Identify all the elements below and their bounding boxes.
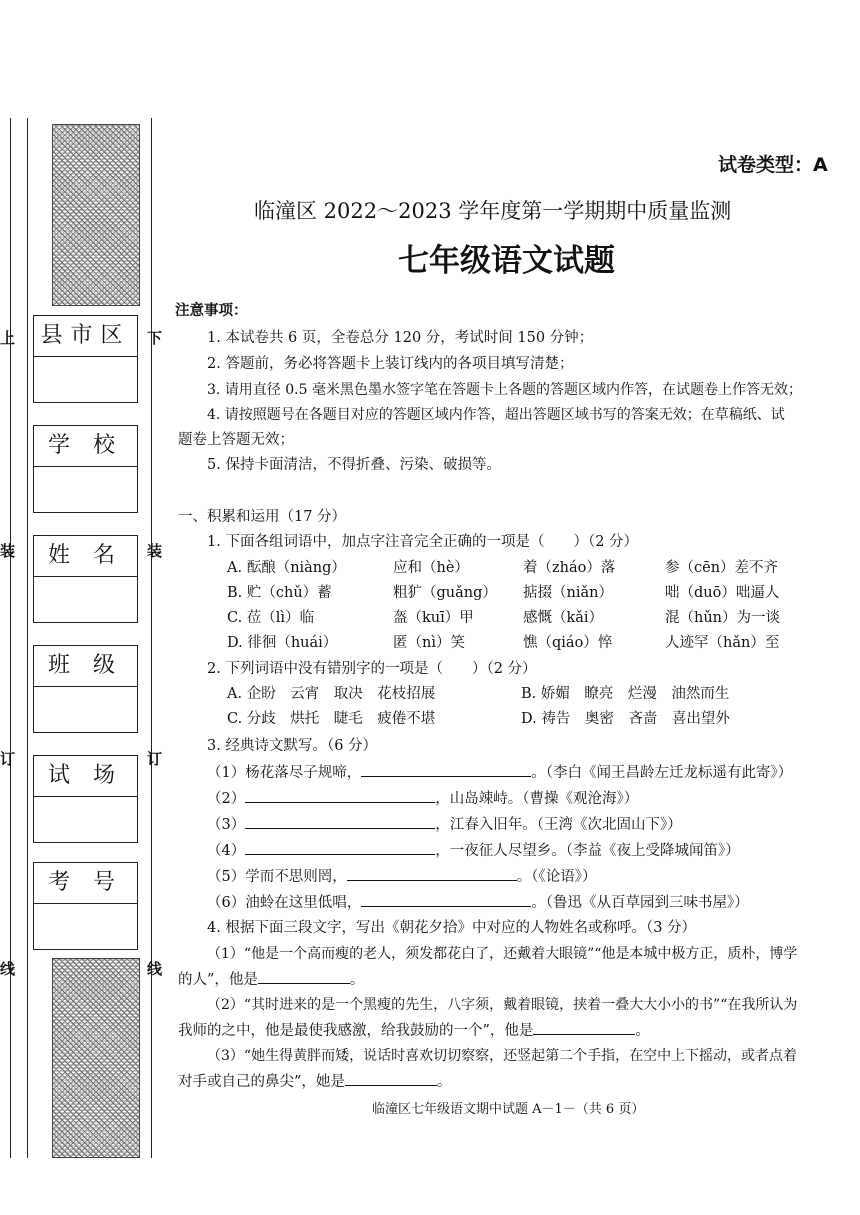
q3-prefix: （6）油蛉在这里低唱，: [207, 895, 362, 911]
q1-option: 应和（hè）: [393, 560, 469, 576]
q1-option: A. 酝酿（niàng）: [227, 560, 346, 576]
q2-option: B. 娇媚 瞭亮 烂漫 油然而生: [521, 686, 730, 702]
field-box-name[interactable]: [33, 535, 138, 623]
q1-option: C. 莅（lì）临: [227, 610, 315, 626]
q4-text: 我师的之中，他是最使我感激，给我鼓励的一个”，他是: [178, 1023, 534, 1039]
field-label: 县市区: [34, 316, 137, 357]
q3-line: [207, 762, 792, 783]
binding-mark: 订: [147, 750, 163, 768]
exam-name: 临潼区 2022～2023 学年度第一学期期中质量监测: [254, 199, 732, 223]
field-box-school[interactable]: [33, 425, 138, 513]
notes-heading: 注意事项：: [175, 303, 248, 319]
q4-text: 对手或自己的鼻尖”，她是: [178, 1074, 345, 1090]
binding-mark: 订: [0, 750, 16, 768]
q4-text: 的人”，他是: [178, 972, 258, 988]
q3-prefix: （3）: [207, 817, 246, 833]
answer-blank[interactable]: [533, 1020, 635, 1035]
q3-line: [207, 814, 682, 835]
q4-line: [178, 1071, 451, 1092]
q4-paragraph: （2）“其时进来的是一个黑瘦的先生，八字须，戴着眼镜，挟着一叠大大小小的书”“在我所认为: [207, 997, 798, 1013]
q4-end: 。: [635, 1023, 650, 1039]
section-heading: 一、积累和运用（17 分）: [178, 509, 347, 525]
q1-option: 着（zháo）落: [523, 560, 616, 576]
q4-line: [178, 1020, 650, 1041]
q3-suffix: 。（李白《闻王昌龄左迁龙标遥有此寄》）: [531, 765, 793, 781]
binding-mark: 上: [0, 329, 16, 347]
q3-suffix: 。（《论语》）: [516, 869, 597, 885]
note-item: 2. 答题前，务必将答题卡上装订线内的各项目填写清楚；: [207, 356, 574, 372]
binding-line-left: [10, 118, 11, 1158]
q3-prefix: （2）: [207, 791, 246, 807]
hatch-pattern-bottom: [52, 958, 140, 1158]
hatch-pattern-top: [52, 124, 140, 306]
q1-option: B. 贮（chǔ）蓄: [227, 585, 332, 601]
field-box-exam-number[interactable]: [33, 862, 138, 950]
q3-line: [207, 892, 749, 913]
answer-blank[interactable]: [245, 814, 435, 829]
q1-option: 人迹罕（hǎn）至: [665, 635, 780, 651]
note-item: 1. 本试卷共 6 页，全卷总分 120 分，考试时间 150 分钟；: [207, 330, 594, 346]
binding-line-right: [151, 118, 152, 1158]
answer-blank[interactable]: [245, 788, 435, 803]
note-item: 4. 请按照题号在各题目对应的答题区域内作答，超出答题区域书写的答案无效；在草稿纸、试: [207, 407, 785, 423]
binding-line-inner-left: [27, 118, 28, 1158]
field-label: 试 场: [34, 756, 137, 797]
field-box-exam-room[interactable]: [33, 755, 138, 843]
q3-line: [207, 788, 638, 809]
page-title: 七年级语文试题: [398, 243, 615, 279]
q4-paragraph: （3）“她生得黄胖而矮，说话时喜欢切切察察，还竖起第二个手指，在空中上下摇动，或者点着: [207, 1048, 798, 1064]
answer-blank[interactable]: [361, 892, 531, 907]
answer-blank[interactable]: [245, 840, 435, 855]
q3-suffix: ，一夜征人尽望乡。（李益《夜上受降城闻笛》）: [435, 843, 740, 859]
answer-blank[interactable]: [347, 866, 517, 881]
q1-option: 匿（nì）笑: [393, 635, 465, 651]
q1-option: 掂掇（niǎn）: [523, 585, 613, 601]
q3-prefix: （5）学而不思则罔，: [207, 869, 347, 885]
question-4-stem: 4. 根据下面三段文字，写出《朝花夕拾》中对应的人物姓名或称呼。（3 分）: [207, 920, 697, 936]
q3-prefix: （1）杨花落尽子规啼，: [207, 765, 362, 781]
field-label: 考 号: [34, 863, 137, 904]
q1-option: 憔（qiáo）悴: [523, 635, 613, 651]
binding-mark: 下: [147, 329, 163, 347]
q3-prefix: （4）: [207, 843, 246, 859]
question-3-stem: 3. 经典诗文默写。（6 分）: [207, 738, 378, 754]
q3-suffix: 。（鲁迅《从百草园到三味书屋》）: [531, 895, 749, 911]
answer-blank[interactable]: [345, 1071, 437, 1086]
q4-end: 。: [349, 972, 365, 988]
note-item: 5. 保持卡面清洁，不得折叠、污染、破损等。: [207, 457, 501, 473]
answer-blank[interactable]: [258, 969, 350, 984]
question-2-stem: 2. 下列词语中没有错别字的一项是（ ）（2 分）: [207, 661, 537, 677]
q3-suffix: ，江春入旧年。（王湾《次北固山下》）: [435, 817, 682, 833]
binding-mark: 线: [147, 960, 163, 978]
q3-line: [207, 866, 596, 887]
q1-option: 粗犷（guǎng）: [393, 585, 497, 601]
q1-option: 混（hǔn）为一谈: [665, 610, 781, 626]
field-label: 班 级: [34, 646, 137, 687]
question-1-stem: 1. 下面各组词语中，加点字注音完全正确的一项是（ ）（2 分）: [207, 534, 639, 550]
binding-mark: 装: [0, 542, 16, 560]
page-footer: 临潼区七年级语文期中试题 A－1－（共 6 页）: [372, 1102, 645, 1117]
q2-option: C. 分歧 烘托 睫毛 疲倦不堪: [227, 711, 436, 727]
q4-end: 。: [436, 1074, 452, 1090]
q1-option: 盔（kuī）甲: [393, 610, 474, 626]
q2-option: D. 祷告 奥密 吝啬 喜出望外: [521, 711, 730, 727]
q1-option: D. 徘徊（huái）: [227, 635, 338, 651]
q1-option: 参（cēn）差不齐: [665, 560, 779, 576]
q3-line: [207, 840, 740, 861]
q4-paragraph: （1）“他是一个高而瘦的老人，须发都花白了，还戴着大眼镜”“他是本城中极方正，质朴，博学: [207, 946, 798, 962]
note-item: 题卷上答题无效；: [178, 432, 294, 448]
field-box-class[interactable]: [33, 645, 138, 733]
field-label: 姓 名: [34, 536, 137, 577]
field-label: 学 校: [34, 426, 137, 467]
paper-type: 试卷类型：A: [718, 154, 828, 176]
note-item: 3. 请用直径 0.5 毫米黑色墨水签字笔在答题卡上各题的答题区域内作答，在试题卷上作答无效；: [207, 382, 802, 398]
q3-suffix: ，山岛竦峙。（曹操《观沧海》）: [435, 791, 639, 807]
q4-line: [178, 969, 364, 990]
q1-option: 感慨（kǎi）: [523, 610, 604, 626]
field-box-county[interactable]: [33, 315, 138, 403]
q2-option: A. 企盼 云宵 取决 花枝招展: [227, 686, 436, 702]
q1-option: 咄（duō）咄逼人: [665, 585, 780, 601]
binding-mark: 装: [147, 542, 163, 560]
binding-mark: 线: [0, 960, 16, 978]
answer-blank[interactable]: [361, 762, 531, 777]
